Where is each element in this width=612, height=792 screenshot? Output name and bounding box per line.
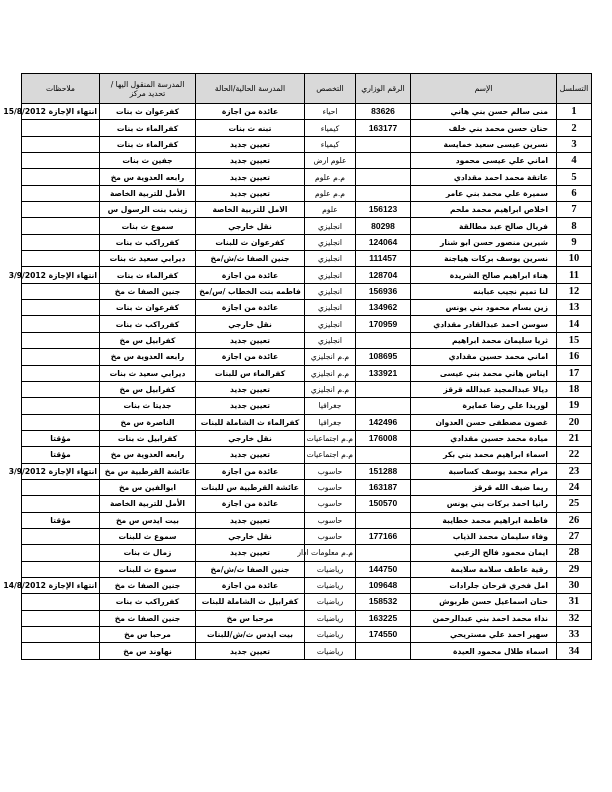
specialty-cell: انجليزي [305, 283, 356, 299]
serial-cell: 23 [557, 463, 592, 479]
current-school-cell: تعيين جديد [196, 153, 305, 169]
specialty-cell: انجليزي [305, 218, 356, 234]
notes-cell [22, 169, 100, 185]
name-cell: نسرين يوسف بركات هياجنة [411, 251, 557, 267]
notes-cell: انتهاء الإجازة 15/8/2012 [22, 104, 100, 120]
ministry-number-cell: 156936 [356, 283, 411, 299]
ministry-number-cell: 80298 [356, 218, 411, 234]
table-row [22, 577, 592, 593]
ministry-number-cell: 163187 [356, 479, 411, 495]
serial-cell: 17 [557, 365, 592, 381]
target-school-cell: رابعه العدوية س مخ [100, 349, 196, 365]
serial-cell: 20 [557, 414, 592, 430]
table-row [22, 528, 592, 544]
ministry-number-cell: 109648 [356, 577, 411, 593]
notes-cell [22, 283, 100, 299]
current-school-cell: تعيين جديد [196, 169, 305, 185]
notes-cell: انتهاء الإجازة 3/9/2012 [22, 463, 100, 479]
specialty-cell: م.م انجليزي [305, 381, 356, 397]
notes-cell [22, 594, 100, 610]
notes-cell [22, 643, 100, 659]
specialty-cell: رياضيات [305, 577, 356, 593]
name-cell: شيرين منصور حسن ابو شنار [411, 234, 557, 250]
target-school-cell: الأمل للتربية الخاصة [100, 185, 196, 201]
serial-cell: 10 [557, 251, 592, 267]
table-row [22, 185, 592, 201]
name-cell: اخلاص ابراهيم محمد ملحم [411, 202, 557, 218]
notes-cell [22, 153, 100, 169]
serial-cell: 9 [557, 234, 592, 250]
serial-cell: 29 [557, 561, 592, 577]
serial-cell: 13 [557, 300, 592, 316]
ministry-number-cell: 158532 [356, 594, 411, 610]
notes-cell [22, 545, 100, 561]
ministry-number-cell: 124064 [356, 234, 411, 250]
ministry-number-cell: 144750 [356, 561, 411, 577]
table-row [22, 104, 592, 120]
target-school-cell: سموع ث للبنات [100, 561, 196, 577]
current-school-cell: تعيين جديد [196, 398, 305, 414]
name-cell: ميادة محمد حسين مقدادي [411, 430, 557, 446]
target-school-cell: جنين الصفا ث مخ [100, 610, 196, 626]
target-school-cell: رابعه العدوية س مخ [100, 169, 196, 185]
specialty-cell: جغرافيا [305, 398, 356, 414]
ministry-number-cell [356, 545, 411, 561]
notes-cell: مؤقتا [22, 447, 100, 463]
name-cell: نسرين عيسى سعيد خمايسة [411, 136, 557, 152]
header-ministry-number: الرقم الوزاري [356, 74, 411, 104]
specialty-cell: م.م اجتماعيات [305, 447, 356, 463]
notes-cell [22, 234, 100, 250]
name-cell: عاتقة محمد احمد مقدادي [411, 169, 557, 185]
current-school-cell: عائدة من اجازة [196, 463, 305, 479]
serial-cell: 26 [557, 512, 592, 528]
ministry-number-cell: 156123 [356, 202, 411, 218]
serial-cell: 6 [557, 185, 592, 201]
notes-cell [22, 251, 100, 267]
table-row [22, 643, 592, 659]
notes-cell [22, 136, 100, 152]
serial-cell: 25 [557, 496, 592, 512]
specialty-cell: م.م علوم [305, 169, 356, 185]
specialty-cell: كيمياء [305, 136, 356, 152]
table-row [22, 283, 592, 299]
current-school-cell: عائدة من اجازة [196, 496, 305, 512]
specialty-cell: رياضيات [305, 610, 356, 626]
specialty-cell: انجليزي [305, 251, 356, 267]
current-school-cell: تعيين جديد [196, 381, 305, 397]
notes-cell: انتهاء الإجازة 3/9/2012 [22, 267, 100, 283]
specialty-cell: انجليزي [305, 300, 356, 316]
notes-cell [22, 496, 100, 512]
serial-cell: 7 [557, 202, 592, 218]
table-row [22, 463, 592, 479]
specialty-cell: علوم [305, 202, 356, 218]
target-school-cell: نهاوند س مخ [100, 643, 196, 659]
ministry-number-cell: 111457 [356, 251, 411, 267]
specialty-cell: انجليزي [305, 316, 356, 332]
ministry-number-cell [356, 643, 411, 659]
notes-cell [22, 610, 100, 626]
name-cell: وفاء سليمان محمد الذياب [411, 528, 557, 544]
specialty-cell: حاسوب [305, 496, 356, 512]
table-row [22, 496, 592, 512]
serial-cell: 14 [557, 316, 592, 332]
name-cell: اسماء ابراهيم محمد بني بكر [411, 447, 557, 463]
serial-cell: 18 [557, 381, 592, 397]
current-school-cell: تعيين جديد [196, 447, 305, 463]
serial-cell: 15 [557, 332, 592, 348]
ministry-number-cell [356, 398, 411, 414]
specialty-cell: م.م معلومات ادار [305, 545, 356, 561]
target-school-cell: كفرابيل س مخ [100, 332, 196, 348]
name-cell: فاطمة ابراهيم محمد خطايبة [411, 512, 557, 528]
name-cell: لنا تميم نجيب عبابنه [411, 283, 557, 299]
current-school-cell: تعيين جديد [196, 136, 305, 152]
notes-cell: مؤقتا [22, 430, 100, 446]
header-target-school-line2: تحديد مركز [129, 88, 166, 98]
serial-cell: 27 [557, 528, 592, 544]
header-name: الإسم [411, 74, 557, 104]
serial-cell: 5 [557, 169, 592, 185]
current-school-cell: عائدة من اجازة [196, 349, 305, 365]
table-row [22, 365, 592, 381]
table-row [22, 479, 592, 495]
current-school-cell: كفرابيل ث الشاملة للبنات [196, 594, 305, 610]
specialty-cell: رياضيات [305, 594, 356, 610]
table-row [22, 594, 592, 610]
ministry-number-cell: 174550 [356, 627, 411, 643]
table-row [22, 153, 592, 169]
current-school-cell: مرحبا س مخ [196, 610, 305, 626]
notes-cell [22, 398, 100, 414]
notes-cell [22, 414, 100, 430]
target-school-cell: جنين الصفا ث مخ [100, 577, 196, 593]
table-row [22, 447, 592, 463]
target-school-cell: جنين الصفا ث مخ [100, 283, 196, 299]
current-school-cell: نقل خارجي [196, 528, 305, 544]
notes-cell [22, 381, 100, 397]
ministry-number-cell [356, 512, 411, 528]
current-school-cell: بيت ايدس ث/ش/للبنات [196, 627, 305, 643]
table-row [22, 234, 592, 250]
notes-cell [22, 349, 100, 365]
name-cell: حنان اسماعيل حسن طربوش [411, 594, 557, 610]
name-cell: سوسن احمد عبدالقادر مقدادي [411, 316, 557, 332]
ministry-number-cell: 177166 [356, 528, 411, 544]
specialty-cell: حاسوب [305, 528, 356, 544]
table-row [22, 381, 592, 397]
serial-cell: 11 [557, 267, 592, 283]
table-row [22, 316, 592, 332]
ministry-number-cell [356, 153, 411, 169]
ministry-number-cell: 134962 [356, 300, 411, 316]
specialty-cell: م.م انجليزي [305, 365, 356, 381]
table-row [22, 332, 592, 348]
target-school-cell: ديرابي سعيد ث بنات [100, 365, 196, 381]
target-school-cell: ابوالفين س مخ [100, 479, 196, 495]
current-school-cell: تبنه ث بنات [196, 120, 305, 136]
target-school-cell: الأمل للتربية الخاصة [100, 496, 196, 512]
serial-cell: 12 [557, 283, 592, 299]
notes-cell: انتهاء الإجازة 14/8/2012 [22, 577, 100, 593]
ministry-number-cell: 133921 [356, 365, 411, 381]
serial-cell: 32 [557, 610, 592, 626]
serial-cell: 31 [557, 594, 592, 610]
target-school-cell: زينب بنت الرسول س [100, 202, 196, 218]
notes-cell [22, 479, 100, 495]
name-cell: لوريدا علي رضا عمايرة [411, 398, 557, 414]
current-school-cell: تعيين جديد [196, 512, 305, 528]
name-cell: حنان حسن محمد بني خلف [411, 120, 557, 136]
current-school-cell: كفرالماء ث الشاملة للبنات [196, 414, 305, 430]
notes-cell: مؤقتا [22, 512, 100, 528]
target-school-cell: سموع ث بنات [100, 218, 196, 234]
table-row [22, 349, 592, 365]
current-school-cell: فاطمه بنت الخطاب /س/مخ [196, 283, 305, 299]
current-school-cell: تعيين جديد [196, 185, 305, 201]
specialty-cell: م.م انجليزي [305, 349, 356, 365]
serial-cell: 4 [557, 153, 592, 169]
notes-cell [22, 218, 100, 234]
target-school-cell: جديتا ث بنات [100, 398, 196, 414]
name-cell: امل فخري فرحان جلرادات [411, 577, 557, 593]
target-school-cell: ديرابي سعيد ث بنات [100, 251, 196, 267]
target-school-cell: عائشة القرطبية س مخ [100, 463, 196, 479]
target-school-cell: كفرابيل ث بنات [100, 430, 196, 446]
serial-cell: 19 [557, 398, 592, 414]
header-current-school: المدرسة الحالية/الحالة [196, 74, 305, 104]
ministry-number-cell: 170959 [356, 316, 411, 332]
notes-cell [22, 316, 100, 332]
serial-cell: 8 [557, 218, 592, 234]
specialty-cell: انجليزي [305, 267, 356, 283]
current-school-cell: جنين الصفا ث/ش/مخ [196, 561, 305, 577]
current-school-cell: عائدة من اجازة [196, 300, 305, 316]
table-row [22, 218, 592, 234]
table-row [22, 545, 592, 561]
target-school-cell: مرحبا س مخ [100, 627, 196, 643]
header-serial: التسلسل [557, 74, 592, 104]
target-school-cell: كفرراكب ث بنات [100, 234, 196, 250]
ministry-number-cell [356, 136, 411, 152]
target-school-cell: كفرعوان ث بنات [100, 300, 196, 316]
serial-cell: 3 [557, 136, 592, 152]
name-cell: اماني محمد حسين مقدادي [411, 349, 557, 365]
notes-cell [22, 561, 100, 577]
name-cell: منى سالم حسن بني هاني [411, 104, 557, 120]
table-row [22, 512, 592, 528]
transfers-sheet [3, 73, 591, 660]
serial-cell: 24 [557, 479, 592, 495]
table-header-row [22, 74, 592, 104]
current-school-cell: عائدة من اجازة [196, 104, 305, 120]
specialty-cell: م.م علوم [305, 185, 356, 201]
header-specialty: التخصص [305, 74, 356, 104]
ministry-number-cell [356, 447, 411, 463]
current-school-cell: عائدة من اجازة [196, 577, 305, 593]
serial-cell: 33 [557, 627, 592, 643]
name-cell: سميرة علي محمد بني عامر [411, 185, 557, 201]
ministry-number-cell: 163177 [356, 120, 411, 136]
ministry-number-cell: 150570 [356, 496, 411, 512]
header-notes: ملاحظات [22, 74, 100, 104]
current-school-cell: تعيين جديد [196, 545, 305, 561]
name-cell: رانيا احمد بركات بني يونس [411, 496, 557, 512]
table-row [22, 120, 592, 136]
notes-cell [22, 300, 100, 316]
name-cell: فريال صالح عبد مطالقة [411, 218, 557, 234]
table-row [22, 398, 592, 414]
current-school-cell: جنين الصفا ث/ش/مخ [196, 251, 305, 267]
specialty-cell: علوم ارض [305, 153, 356, 169]
notes-cell [22, 120, 100, 136]
notes-cell [22, 528, 100, 544]
table-row [22, 300, 592, 316]
name-cell: رقية عاطف سلامة سلايمة [411, 561, 557, 577]
header-target-school [100, 74, 196, 104]
specialty-cell: رياضيات [305, 627, 356, 643]
specialty-cell: حاسوب [305, 479, 356, 495]
ministry-number-cell [356, 169, 411, 185]
name-cell: ثريا سليمان محمد ابراهيم [411, 332, 557, 348]
name-cell: ديالا عبدالمجيد عبدالله قرقز [411, 381, 557, 397]
target-school-cell: زمال ث بنات [100, 545, 196, 561]
table-row [22, 251, 592, 267]
specialty-cell: م.م اجتماعيات [305, 430, 356, 446]
specialty-cell: انجليزي [305, 332, 356, 348]
current-school-cell: الامل للتربية الخاصة [196, 202, 305, 218]
notes-cell [22, 365, 100, 381]
name-cell: اسماء طلال محمود العيدة [411, 643, 557, 659]
serial-cell: 16 [557, 349, 592, 365]
table-row [22, 136, 592, 152]
ministry-number-cell [356, 332, 411, 348]
ministry-number-cell: 128704 [356, 267, 411, 283]
current-school-cell: عائدة من اجازة [196, 267, 305, 283]
target-school-cell: كفرالماء ث بنات [100, 120, 196, 136]
notes-cell [22, 202, 100, 218]
table-row [22, 414, 592, 430]
current-school-cell: تعيين جديد [196, 643, 305, 659]
name-cell: ريما ضيف الله قرقز [411, 479, 557, 495]
table-row [22, 610, 592, 626]
target-school-cell: كفرراكب ث بنات [100, 316, 196, 332]
current-school-cell: تعيين جديد [196, 332, 305, 348]
target-school-cell: جفين ث بنات [100, 153, 196, 169]
transfers-table [3, 73, 592, 660]
target-school-cell: الناصرة س مخ [100, 414, 196, 430]
name-cell: غصون مصطفى حسن العدوان [411, 414, 557, 430]
serial-cell: 34 [557, 643, 592, 659]
serial-cell: 30 [557, 577, 592, 593]
target-school-cell: سموع ث للبنات [100, 528, 196, 544]
specialty-cell: احياء [305, 104, 356, 120]
target-school-cell: بيت ايدس س مخ [100, 512, 196, 528]
serial-cell: 28 [557, 545, 592, 561]
target-school-cell: كفرالماء ث بنات [100, 267, 196, 283]
serial-cell: 2 [557, 120, 592, 136]
specialty-cell: جغرافيا [305, 414, 356, 430]
name-cell: زين بسام محمود بني يونس [411, 300, 557, 316]
name-cell: نداء محمد احمد بني عبدالرحمن [411, 610, 557, 626]
notes-cell [22, 185, 100, 201]
specialty-cell: انجليزي [305, 234, 356, 250]
target-school-cell: كفرابيل س مخ [100, 381, 196, 397]
table-row [22, 430, 592, 446]
serial-cell: 21 [557, 430, 592, 446]
table-row [22, 627, 592, 643]
serial-cell: 1 [557, 104, 592, 120]
current-school-cell: نقل خارجي [196, 316, 305, 332]
specialty-cell: حاسوب [305, 463, 356, 479]
ministry-number-cell: 142496 [356, 414, 411, 430]
specialty-cell: كيمياء [305, 120, 356, 136]
name-cell: مرام محمد يوسف كساسبة [411, 463, 557, 479]
name-cell: سهير احمد علي مستريحي [411, 627, 557, 643]
ministry-number-cell: 108695 [356, 349, 411, 365]
target-school-cell: رابعه العدوية س مخ [100, 447, 196, 463]
current-school-cell: كفرعوان ث للبنات [196, 234, 305, 250]
specialty-cell: رياضيات [305, 643, 356, 659]
table-row [22, 267, 592, 283]
target-school-cell: كفرالماء ث بنات [100, 136, 196, 152]
current-school-cell: كفرالماء س للبنات [196, 365, 305, 381]
table-body [3, 104, 592, 660]
name-cell: ايمان محمود فالح الزعبي [411, 545, 557, 561]
ministry-number-cell: 176008 [356, 430, 411, 446]
target-school-cell: كفرراكب ث بنات [100, 594, 196, 610]
target-school-cell: كفرعوان ث بنات [100, 104, 196, 120]
ministry-number-cell: 151288 [356, 463, 411, 479]
serial-cell: 22 [557, 447, 592, 463]
current-school-cell: نقل خارجي [196, 430, 305, 446]
specialty-cell: حاسوب [305, 512, 356, 528]
table-row [22, 561, 592, 577]
current-school-cell: عائشة القرطبية س للبنات [196, 479, 305, 495]
name-cell: اماني علي عيسى محمود [411, 153, 557, 169]
specialty-cell: رياضيات [305, 561, 356, 577]
name-cell: ايناس هاني محمد بني عيسى [411, 365, 557, 381]
notes-cell [22, 332, 100, 348]
current-school-cell: نقل خارجي [196, 218, 305, 234]
ministry-number-cell [356, 381, 411, 397]
ministry-number-cell: 83626 [356, 104, 411, 120]
name-cell: هناء ابراهيم صالح الشريدة [411, 267, 557, 283]
notes-cell [22, 627, 100, 643]
header-target-school-line1: المدرسة المنقول اليها / [110, 79, 185, 89]
ministry-number-cell [356, 185, 411, 201]
ministry-number-cell: 163225 [356, 610, 411, 626]
table-row [22, 169, 592, 185]
table-row [22, 202, 592, 218]
